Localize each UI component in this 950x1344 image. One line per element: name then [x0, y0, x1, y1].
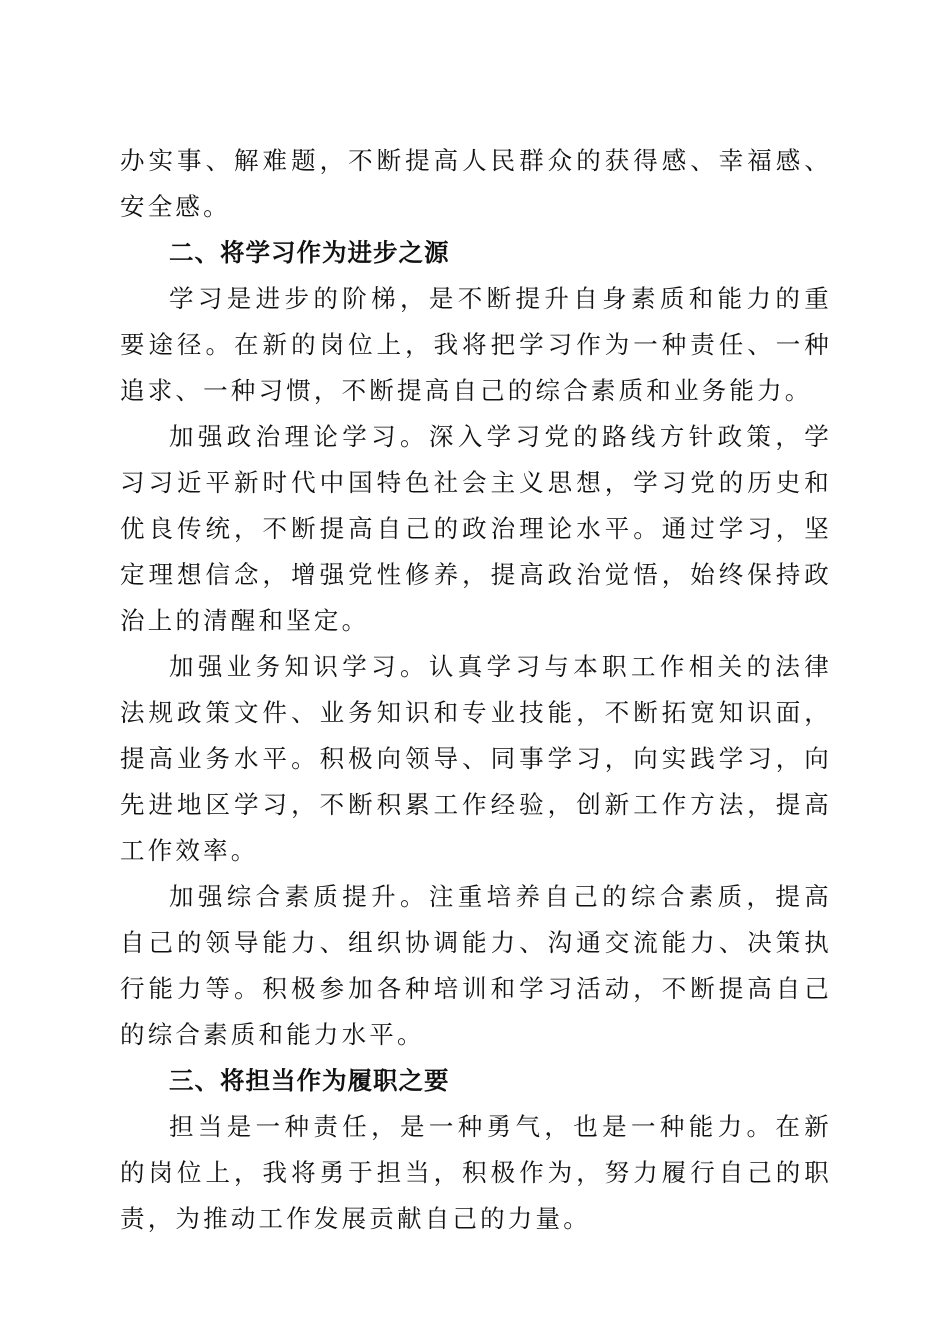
- paragraph-political-theory: 加强政治理论学习。深入学习党的路线方针政策，学习习近平新时代中国特色社会主义思想，学习党的历史和优良传统，不断提高自己的政治理论水平。通过学习，坚定理想信念，增强党性修养，提高政治觉悟，始终保持政治上的清醒和坚定。: [120, 422, 832, 635]
- document-body: [120, 138, 832, 1242]
- paragraph-responsibility: 担当是一种责任，是一种勇气，也是一种能力。在新的岗位上，我将勇于担当，积极作为，努力履行自己的职责，为推动工作发展贡献自己的力量。: [120, 1112, 832, 1233]
- paragraph-learning-intro: 学习是进步的阶梯，是不断提升自身素质和能力的重要途径。在新的岗位上，我将把学习作为一种责任、一种追求、一种习惯，不断提高自己的综合素质和业务能力。: [120, 284, 832, 405]
- paragraph-continuation: 办实事、解难题，不断提高人民群众的获得感、幸福感、安全感。: [120, 146, 832, 221]
- paragraph-business-knowledge: 加强业务知识学习。认真学习与本职工作相关的法律法规政策文件、业务知识和专业技能，不断拓宽知识面，提高业务水平。积极向领导、同事学习，向实践学习，向先进地区学习，不断积累工作经验，创新工作方法，提高工作效率。: [120, 652, 832, 865]
- section-heading-three: 三、将担当作为履职之要: [169, 1066, 450, 1095]
- paragraph-comprehensive-quality: 加强综合素质提升。注重培养自己的综合素质，提高自己的领导能力、组织协调能力、沟通交流能力、决策执行能力等。积极参加各种培训和学习活动，不断提高自己的综合素质和能力水平。: [120, 882, 832, 1049]
- section-heading-two: 二、将学习作为进步之源: [169, 238, 450, 267]
